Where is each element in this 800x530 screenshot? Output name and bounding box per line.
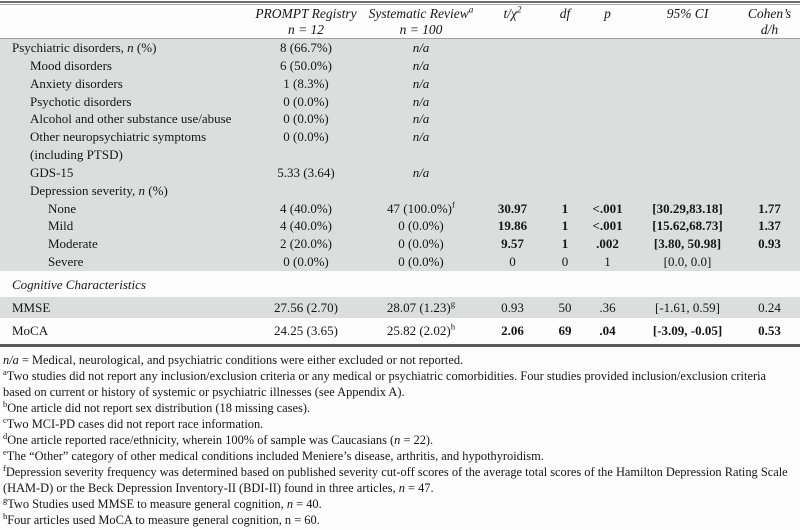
psychiatric-section-band (0, 38, 800, 271)
stat-value: 2.06 (501, 323, 524, 339)
ci-value: [15.62,68.73] (652, 218, 723, 234)
row-label: Alcohol and other substance use/abuse (30, 111, 232, 127)
table-row-psychotic-disorders (0, 93, 800, 111)
row-label: None (48, 200, 77, 216)
table-row-alcohol-substance (0, 110, 800, 128)
section-cognitive-characteristics (0, 271, 800, 297)
row-label: Severe (48, 254, 84, 270)
review-value: n/a (412, 93, 430, 109)
footnote-d: $^d$One article reported race/ethnicity, wherein 100% of sample was Caucasians (n = 22). (3, 431, 434, 448)
table-row-moca (0, 318, 800, 344)
footnote-e: $^e$The “Other” category of other medical conditions included Meniere’s disease, arthritis, and hypothyroidism. (3, 447, 544, 464)
df-value: 1 (561, 218, 569, 234)
df-value: 1 (561, 200, 569, 216)
review-value: n/a (412, 164, 430, 180)
p-value: .36 (599, 299, 616, 315)
p-value: .002 (596, 236, 619, 252)
footnote-g: $^g$Two Studies used MMSE to measure general cognition, n = 40. (3, 495, 322, 512)
header-systematic-review: Systematic Review$^a$ n = 100 (368, 4, 474, 37)
table-header-row (0, 5, 800, 38)
table-row-severity-severe (0, 253, 800, 271)
row-label: Other neuropsychiatric symptoms (30, 129, 207, 145)
review-value: 47 $(100.0\%)^f$ (387, 199, 455, 216)
ci-value: [0.0, 0.0] (663, 254, 712, 270)
row-label: Anxiety disorders (30, 75, 123, 91)
prompt-value: 5.33 (3.64) (277, 164, 335, 180)
table-row-including-ptsd (0, 146, 800, 164)
ci-value: [3.80, 50.98] (653, 236, 722, 252)
section-title: Cognitive Characteristics (12, 276, 146, 292)
row-label: (including PTSD) (30, 147, 123, 163)
review-value: 0 (0.0%) (398, 254, 444, 270)
header-df: df (559, 6, 571, 21)
header-t-chi2: $t/\chi^2$ (503, 4, 522, 21)
review-value: n/a (412, 111, 430, 127)
footnote-f: $^f$Depression severity frequency was determined based on published severity cut-off scores of the average total scores of the Hamilton Depression Rating Scale (HAM-D) or the Beck Depression Inventory-II (BDI-II) found in three articles, n = 47. (3, 463, 788, 496)
table-row-anxiety-disorders (0, 75, 800, 93)
cohen-value: 1.37 (758, 218, 781, 234)
stat-value: 30.97 (497, 200, 528, 216)
header-empty-cell (0, 6, 250, 38)
review-value: 0 (0.0%) (398, 218, 444, 234)
p-value: <.001 (592, 200, 623, 216)
cohen-value: 0.24 (758, 299, 781, 315)
header-prompt-registry: PROMPT Registry n = 12 (255, 6, 357, 37)
df-value: 69 (558, 323, 572, 339)
review-value: n/a (412, 57, 430, 73)
p-value: 1 (604, 254, 611, 270)
table-row-mood-disorders (0, 57, 800, 75)
footnote-a: $^a$Two studies did not report any inclusion/exclusion criteria or any medical or psychiatric comorbidities. Four studies provided inclusion/exclusion criteria based on current or history of systemic or psychiatric illnesses (see Appendix A). (3, 367, 767, 400)
header-p: p (604, 6, 611, 21)
prompt-value: 1 (8.3%) (283, 75, 329, 91)
review-value: n/a (412, 75, 430, 91)
stat-value: 0.93 (501, 299, 524, 315)
ci-value: [30.29,83.18] (652, 200, 723, 216)
prompt-value: 4 (40.0%) (280, 218, 332, 234)
cohen-value: 1.77 (758, 200, 781, 216)
footnote-c: $^c$Two MCI-PD cases did not report race information. (3, 415, 264, 432)
cohen-value: 0.53 (758, 323, 781, 339)
table-row-severity-mild (0, 217, 800, 235)
table-row-mmse (0, 297, 800, 319)
review-value: 25.82 $(2.02)^h$ (386, 322, 456, 339)
cohen-value: 0.93 (758, 236, 781, 252)
prompt-value: 4 (40.0%) (280, 200, 332, 216)
p-value: .04 (599, 323, 616, 339)
df-value: 50 (558, 299, 572, 315)
df-value: 1 (561, 236, 569, 252)
ci-value: [-1.61, 0.59] (655, 299, 720, 315)
prompt-value: 24.25 (3.65) (274, 323, 338, 339)
row-label: Mild (48, 218, 74, 234)
row-label: GDS-15 (30, 164, 74, 180)
footnote-h: $^h$Four articles used MoCA to measure general cognition, n = 60. (3, 511, 320, 528)
prompt-value: 0 (0.0%) (283, 129, 329, 145)
stat-value: 9.57 (501, 236, 524, 252)
prompt-value: 0 (0.0%) (283, 254, 329, 270)
row-label: MoCA (12, 323, 49, 339)
prompt-value: 8 (66.7%) (280, 40, 332, 55)
df-value: 0 (561, 254, 569, 270)
row-label: MMSE (12, 299, 51, 315)
table-row-psychiatric-disorders (0, 39, 800, 57)
prompt-value: 2 (20.0%) (280, 236, 332, 252)
review-value: n/a (412, 129, 430, 145)
footnote-b: $^b$One article did not report sex distribution (18 missing cases). (3, 399, 311, 416)
stat-value: 0 (509, 254, 516, 270)
p-value: <.001 (592, 218, 623, 234)
row-label: Psychiatric disorders, n (%) (12, 40, 157, 55)
footnotes (0, 347, 800, 528)
review-value: 0 (0.0%) (398, 236, 444, 252)
review-value: n/a (412, 40, 430, 55)
table-row-gds15 (0, 164, 800, 182)
row-label: Depression severity, n (%) (30, 182, 168, 198)
row-label: Mood disorders (30, 57, 112, 73)
table-row-severity-moderate (0, 235, 800, 253)
header-cohens-dh: Cohen’s d/h (747, 6, 792, 37)
prompt-value: 0 (0.0%) (283, 93, 329, 109)
prompt-value: 0 (0.0%) (283, 111, 329, 127)
row-label: Moderate (48, 236, 98, 252)
prompt-value: 27.56 (2.70) (274, 299, 338, 315)
stat-value: 19.86 (497, 218, 528, 234)
review-value: 28.07 $(1.23)^g$ (386, 298, 456, 315)
row-label: Psychotic disorders (30, 93, 132, 109)
table-row-severity-none (0, 200, 800, 218)
header-ci: 95% CI (666, 6, 709, 21)
table-row-depression-severity (0, 182, 800, 200)
ci-value: [-3.09, -0.05] (652, 323, 723, 339)
paper-table-page (0, 1, 800, 530)
prompt-value: 6 (50.0%) (280, 57, 332, 73)
footnote-na: n/a = Medical, neurological, and psychiatric conditions were either excluded or not reported. (3, 353, 464, 368)
table-row-other-neuropsychiatric (0, 128, 800, 146)
